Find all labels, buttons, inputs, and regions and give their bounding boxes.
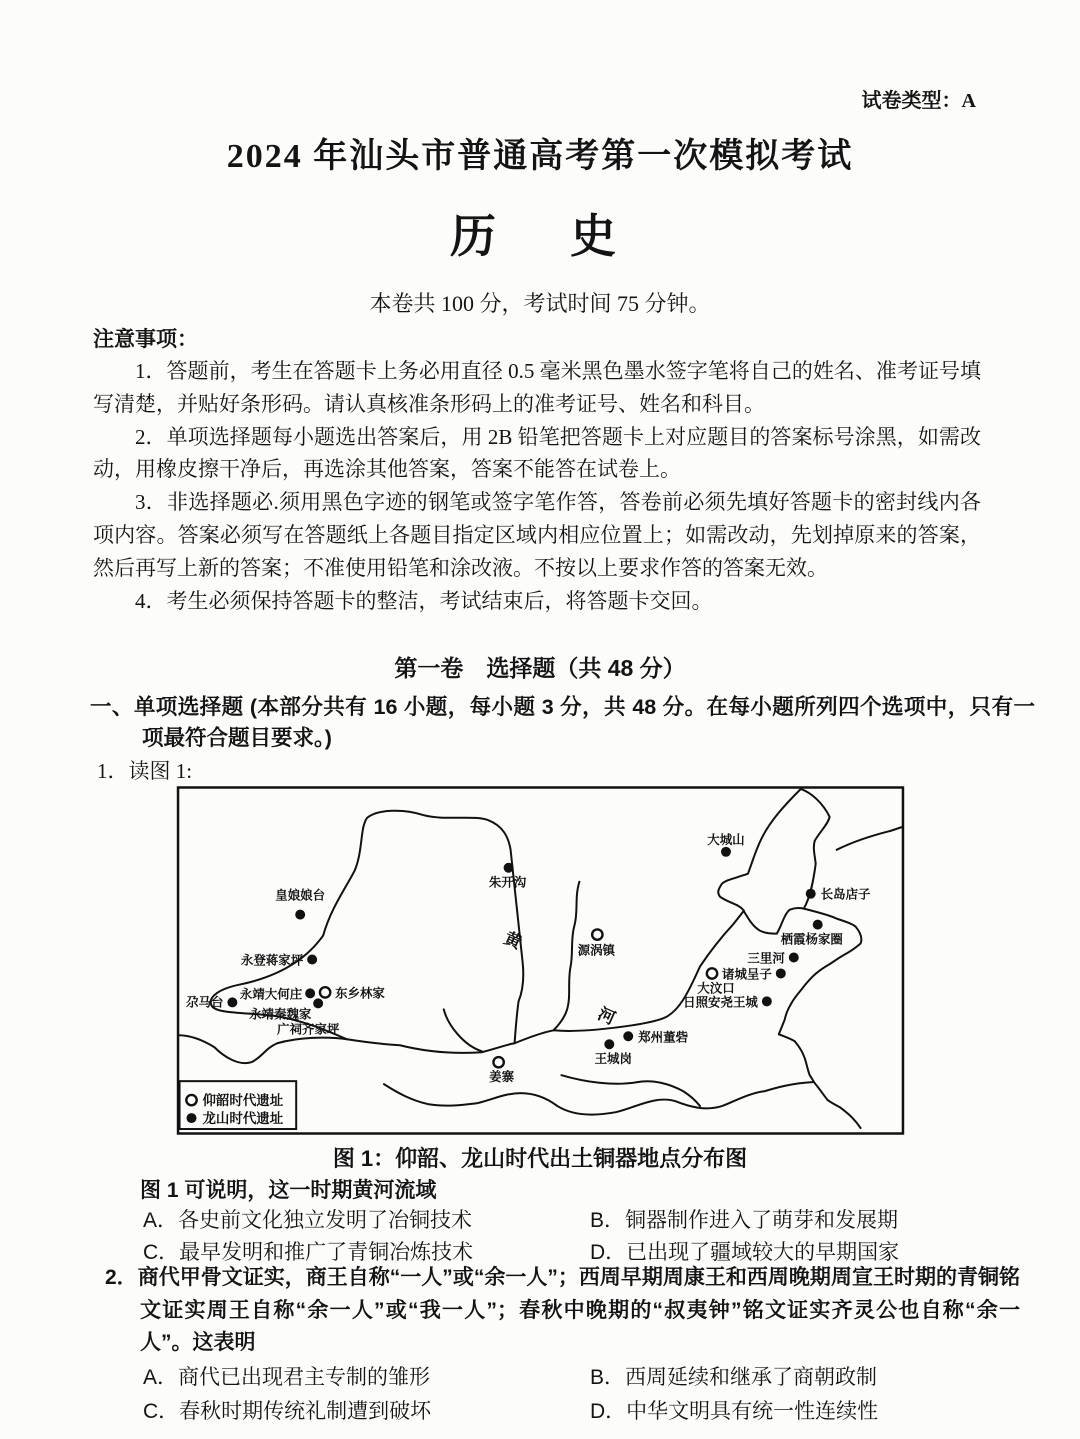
site-label: 永靖大何庄 <box>239 987 303 1002</box>
site-label: 长岛店子 <box>820 887 871 902</box>
site-marker-yangshao <box>493 1057 503 1067</box>
exam-info-line: 本卷共 100 分，考试时间 75 分钟。 <box>369 291 711 316</box>
site-marker-longshan <box>604 1039 614 1049</box>
site-label: 王城岗 <box>594 1052 632 1067</box>
site-label: 皇娘娘台 <box>275 888 326 903</box>
site-label: 朱开沟 <box>488 875 527 890</box>
site-label: 广祠齐家坪 <box>277 1022 340 1037</box>
notice-item-4: 4．考生必须保持答题卡的整洁，考试结束后，将答题卡交回。 <box>135 588 713 613</box>
yangshao-longshan-sites-map <box>176 786 905 1135</box>
river-ordos-loop <box>323 811 523 1044</box>
question-2-stem <box>105 1262 1020 1360</box>
river-tributary <box>444 1009 482 1051</box>
site-label: 日照安尧王城 <box>683 995 758 1010</box>
legend-label: 仰韶时代遗址 <box>202 1093 284 1109</box>
site-label: 永登蒋家坪 <box>240 953 304 968</box>
question-2-text: 商代甲骨文证实，商王自称“一人”或“余一人”；西周早期周康王和西周晚期周宣王时期的青铜铭文证实周王自称“余一人”或“我一人”；春秋中晚期的“叔夷钟”铭文证实齐灵公也自称“余一人”。这表明 <box>137 1266 1020 1354</box>
paper-type-label: 试卷类型：A <box>861 90 976 112</box>
question-2-number: 2． <box>105 1266 138 1289</box>
site-label: 三里河 <box>747 951 785 966</box>
map-legend <box>180 1081 297 1129</box>
site-label: 东乡林家 <box>335 986 385 1001</box>
section-title: 第一卷 选择题（共 48 分） <box>394 655 686 681</box>
q2-option-d: D．中华文明具有统一性连续性 <box>590 1400 879 1423</box>
site-label: 栖霞杨家圈 <box>780 932 843 947</box>
subject-title: 历 史 <box>450 211 630 262</box>
site-marker-longshan <box>295 910 305 920</box>
site-marker-longshan <box>504 863 514 873</box>
site-marker-longshan <box>313 998 323 1008</box>
site-marker-longshan <box>813 920 823 930</box>
question-1-lead: 1．读图 1: <box>97 759 193 783</box>
notice-item-2: 2．单项选择题每小题选出答案后，用 2B 铅笔把答题卡上对应题目的答案标号涂黑，如需改动，用橡皮擦干净后，再选涂其他答案，答案不能答在试卷上。 <box>93 424 981 482</box>
question-2-options <box>143 1362 988 1428</box>
site-marker-longshan <box>806 889 816 899</box>
site-marker-longshan <box>789 953 799 963</box>
site-markers-and-labels <box>186 832 871 1084</box>
river-huai <box>384 1082 813 1114</box>
site-marker-longshan <box>227 997 237 1007</box>
site-label: 郑州董砦 <box>638 1030 689 1045</box>
question-1-options <box>143 1206 988 1268</box>
notice-heading: 注意事项： <box>93 328 198 351</box>
site-marker-longshan <box>187 1113 197 1123</box>
q1-option-a: A．各史前文化独立发明了冶铜技术 <box>143 1209 473 1232</box>
q2-option-a: A．商代已出现君主专制的雏形 <box>143 1366 431 1389</box>
site-label: 大汶口 <box>697 981 735 996</box>
site-marker-longshan <box>776 968 786 978</box>
site-marker-longshan <box>721 847 731 857</box>
river-name-char: 黄 <box>501 928 525 953</box>
site-marker-yangshao <box>592 929 602 939</box>
q1-option-c: C．最早发明和推广了青铜冶炼技术 <box>143 1241 474 1264</box>
question-1-stem: 图 1 可说明，这一时期黄河流域 <box>140 1179 437 1202</box>
site-marker-longshan <box>623 1031 633 1041</box>
site-marker-yangshao <box>320 987 330 997</box>
site-marker-longshan <box>762 996 772 1006</box>
coast-northeast <box>837 827 903 850</box>
site-label: 尕马台 <box>186 995 224 1010</box>
q2-option-b: B．西周延续和继承了商朝政制 <box>590 1366 878 1389</box>
q1-option-d: D．已出现了疆域较大的早期国家 <box>590 1241 900 1264</box>
site-marker-yangshao <box>186 1095 196 1105</box>
notice-item-1: 1．答题前，考生在答题卡上务必用直径 0.5 毫米黑色墨水签字笔将自己的姓名、准考证号填写清楚，并贴好条形码。请认真核准条形码上的准考证号、姓名和科目。 <box>93 359 981 416</box>
river-small-south <box>561 1075 700 1106</box>
river-fen <box>553 882 579 1031</box>
q2-option-c: C．春秋时期传统礼制遭到破坏 <box>143 1400 432 1423</box>
notice-item-3: 3．非选择题必.须用黑色字迹的钢笔或签字笔作答，答卷前必须先填好答题卡的密封线内各项内容。答案必须写在答题纸上各题目指定区域内相应位置上；如需改动，先划掉原来的答案，然后再写上新的答案；不准使用铅笔和涂改液。不按以上要求作答的答案无效。 <box>93 490 981 580</box>
q1-option-b: B．铜器制作进入了萌芽和发展期 <box>590 1209 899 1232</box>
river-name-char: 河 <box>594 1004 619 1029</box>
exam-title: 2024 年汕头市普通高考第一次模拟考试 <box>226 138 854 175</box>
site-label: 永靖秦魏家 <box>249 1007 312 1022</box>
figure-1-caption: 图 1：仰韶、龙山时代出土铜器地点分布图 <box>332 1146 748 1171</box>
part-heading: 一、单项选择题 (本部分共有 16 小题，每小题 3 分，共 48 分。在每小题所列四个选项中，只有一项最符合题目要求。) <box>90 695 1035 750</box>
figure-1-map <box>176 786 905 1135</box>
site-marker-longshan <box>305 988 315 998</box>
site-label: 诸城呈子 <box>722 967 772 982</box>
site-marker-yangshao <box>707 968 717 978</box>
river-upper-tail <box>179 1035 348 1063</box>
notice-list <box>93 355 981 617</box>
site-marker-longshan <box>307 955 317 965</box>
site-label: 大城山 <box>707 832 745 847</box>
site-label: 源涡镇 <box>577 943 616 958</box>
legend-label: 龙山时代遗址 <box>202 1111 284 1127</box>
site-label: 姜寨 <box>489 1070 515 1085</box>
